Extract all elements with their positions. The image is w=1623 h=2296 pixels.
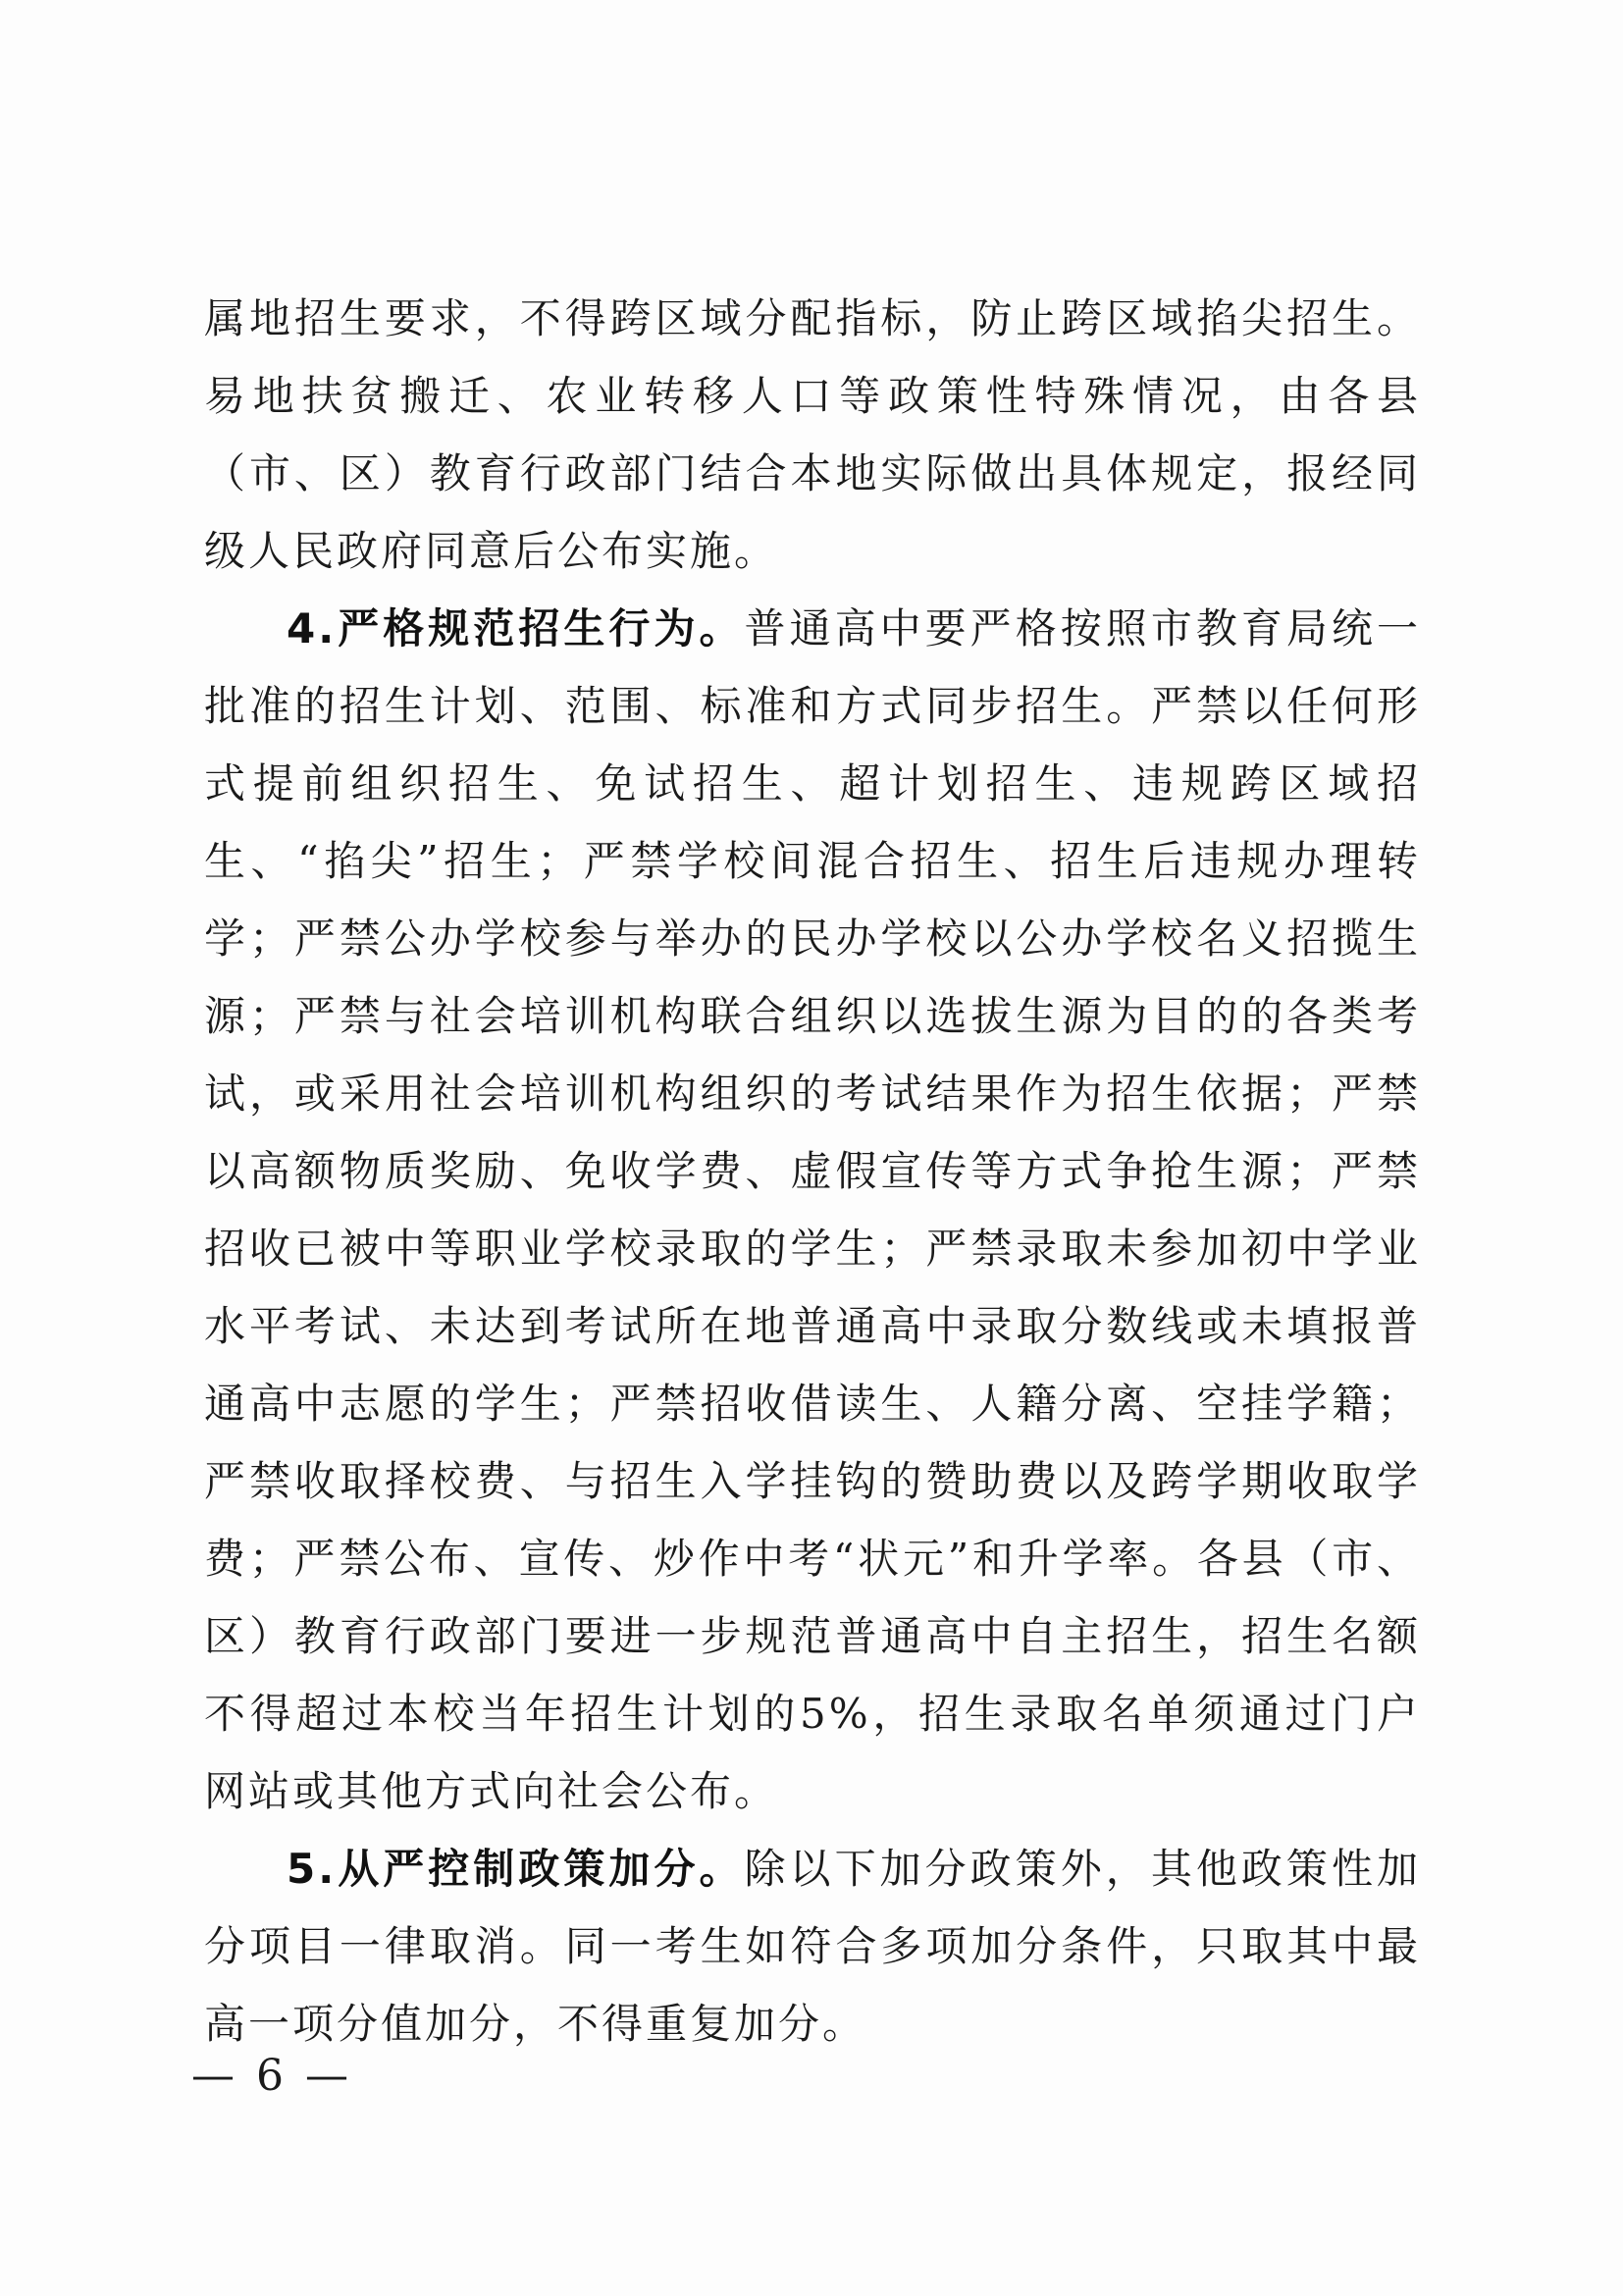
paragraph-text: 除以下加分政策外，其他政策性加分项目一律取消。同一考生如符合多项加分条件，只取其中最高一项分值加分，不得重复加分。: [204, 1845, 1421, 2048]
document-body: [204, 280, 1421, 2062]
paragraph-continuation: [204, 280, 1421, 590]
paragraph-heading: 5.从严控制政策加分。: [287, 1845, 745, 1893]
paragraph-admission-conduct: [204, 590, 1421, 1830]
paragraph-text: 普通高中要严格按照市教育局统一批准的招生计划、范围、标准和方式同步招生。严禁以任何形式提前组织招生、免试招生、超计划招生、违规跨区域招生、“掐尖”招生；严禁学校间混合招生、招生后违规办理转学；严禁公办学校参与举办的民办学校以公办学校名义招揽生源；严禁与社会培训机构联合组织以选拔生源为目的的各类考试，或采用社会培训机构组织的考试结果作为招生依据；严禁以高额物质奖励、免收学费、虚假宣传等方式争抢生源；严禁招收已被中等职业学校录取的学生；严禁录取未参加初中学业水平考试、未达到考试所在地普通高中录取分数线或未填报普通高中志愿的学生；严禁招收借读生、人籍分离、空挂学籍；严禁收取择校费、与招生入学挂钩的赞助费以及跨学期收取学费；严禁公布、宣传、炒作中考“状元”和升学率。各县（市、区）教育行政部门要进一步规范普通高中自主招生，招生名额不得超过本校当年招生计划的5%，招生录取名单须通过门户网站或其他方式向社会公布。: [204, 604, 1421, 1815]
paragraph-text: 属地招生要求，不得跨区域分配指标，防止跨区域掐尖招生。易地扶贫搬迁、农业转移人口等政策性特殊情况，由各县（市、区）教育行政部门结合本地实际做出具体规定，报经同级人民政府同意后公布实施。: [204, 294, 1421, 575]
paragraph-heading: 4.严格规范招生行为。: [287, 604, 745, 652]
page-number: — 6 —: [191, 2051, 352, 2101]
paragraph-bonus-points: [204, 1830, 1421, 2062]
